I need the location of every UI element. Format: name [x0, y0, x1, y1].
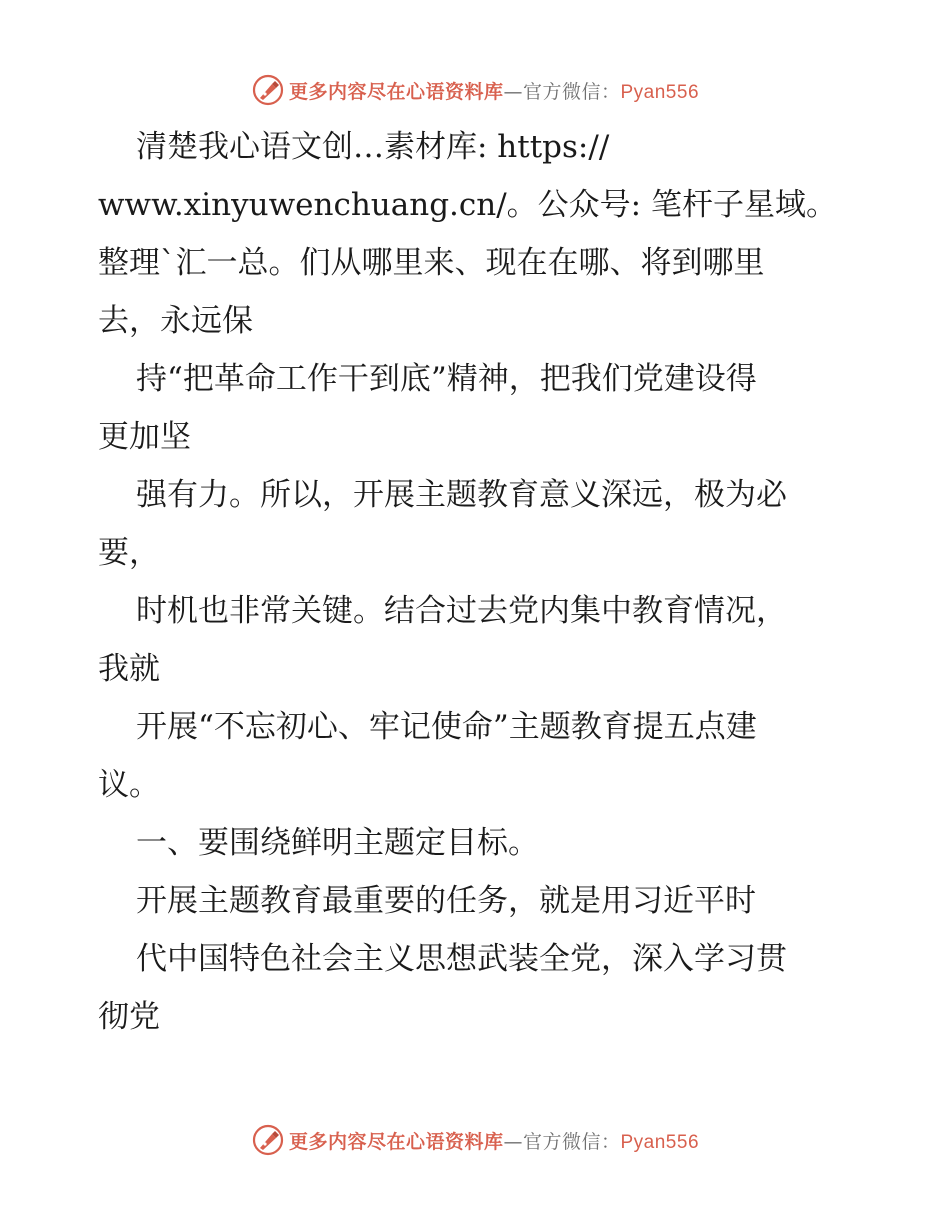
body-line: 更加坚 [98, 419, 191, 455]
header-banner-wechat-id: Pyan556 [620, 81, 700, 103]
footer-banner-main: 更多内容尽在心语资料库 [288, 1130, 504, 1153]
body-line: 整理`汇一总。们从哪里来、现在在哪、将到哪里 [98, 245, 765, 281]
footer-banner-sep: — [503, 1130, 523, 1153]
document-body [98, 118, 868, 1046]
header-banner-main: 更多内容尽在心语资料库 [288, 80, 504, 103]
footer-banner-wechat-id: Pyan556 [620, 1131, 700, 1153]
header-banner-text [289, 77, 699, 104]
header-banner-sep: — [503, 80, 523, 103]
body-line: 开展“不忘初心、牢记使命”主题教育提五点建 [136, 709, 757, 745]
body-line: 议。 [98, 767, 160, 803]
footer-banner [0, 1120, 950, 1160]
body-line: 开展主题教育最重要的任务，就是用习近平时 [136, 883, 756, 919]
body-line: 要， [98, 535, 160, 571]
body-line: 强有力。所以，开展主题教育意义深远，极为必 [136, 477, 787, 513]
header-banner [0, 70, 950, 110]
footer-banner-text [289, 1127, 699, 1154]
header-banner-label: 官方微信： [522, 80, 621, 103]
body-line: 彻党 [98, 999, 160, 1035]
body-line: 持“把革命工作干到底”精神，把我们党建设得 [136, 361, 757, 397]
pen-logo-icon [251, 1123, 285, 1157]
body-line: 时机也非常关键。结合过去党内集中教育情况， [136, 593, 787, 629]
pen-logo-icon [251, 73, 285, 107]
footer-banner-label: 官方微信： [522, 1130, 621, 1153]
body-line: 清楚我心语文创…素材库: https:// [136, 129, 610, 165]
body-line: 我就 [98, 651, 160, 687]
body-line: 代中国特色社会主义思想武装全党，深入学习贯 [136, 941, 787, 977]
body-line: www.xinyuwenchuang.cn/。公众号: 笔杆子星域。 [98, 187, 837, 223]
section-heading: 一、要围绕鲜明主题定目标。 [136, 825, 539, 861]
body-line: 去，永远保 [98, 303, 253, 339]
